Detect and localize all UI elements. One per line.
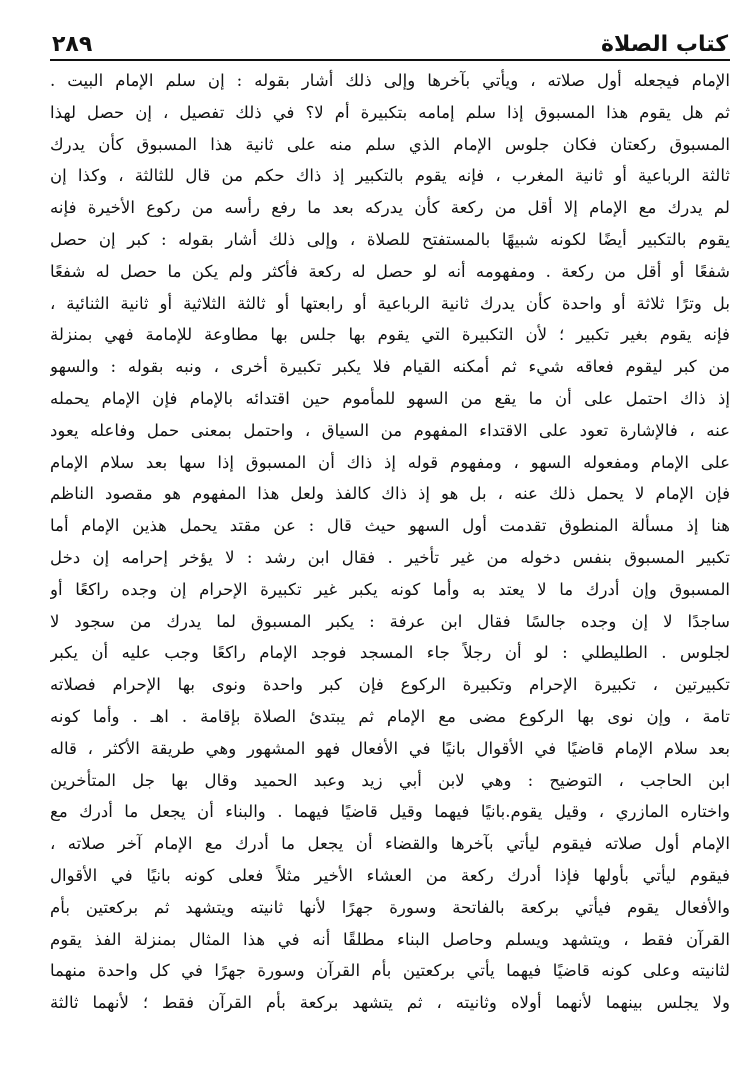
text-line: واختاره المازري ، وقيل يقوم.بانيًا فيهما وقيل قاضيًا فيهما . والبناء أن يجعل ما أدرك مع [50, 802, 730, 822]
text-line: تكبيرتين ، تكبيرة الإحرام وتكبيرة الركوع فإن كبر واحدة ونوى بها الإحرام فصلاته [50, 675, 730, 695]
text-line: ساجدًا لا إن وجده جالسًا فقال ابن عرفة : يكبر المسبوق لما يدرك من سجود لا [50, 611, 730, 631]
text-line: الإمام فيجعله أول صلاته ، ويأتي بآخرها وإلى ذلك أشار بقوله : إن سلم الإمام البيت . [50, 71, 730, 90]
text-line: شفعًا أو أقل من ركعة . ومفهومه أنه لو حصل له ركعة فأكثر ولم يكن ما حصل له شفعًا [50, 261, 730, 281]
text-line: ابن الحاجب ، التوضيح : وهي لابن أبي زيد وعبد الحميد وقال بها جل المتأخرين [50, 770, 730, 790]
text-line: فإنه يقوم بغير تكبير ؛ لأن التكبيرة التي يقوم بها جلس بها مطاوعة للإمامة فهي بمنزلة [50, 325, 730, 345]
page-body [50, 65, 730, 1019]
text-line: لجلوس . الطليطلي : لو أن رجلاً جاء المسجد فوجد الإمام راكعًا وجب عليه أن يكبر [50, 643, 730, 663]
text-line: لثانيته وعلى كونه قاضيًا فيهما يأتي بركعتين بأم القرآن وسورة جهرًا في كل واحدة منهما [50, 961, 730, 981]
text-line: والأفعال يقوم فيأتي بركعة بالفاتحة وسورة جهرًا لأنها ثانيته ويتشهد ثم بركعتين بأم [50, 897, 730, 917]
text-line: ثالثة الرباعية أو ثانية المغرب ، فإنه يقوم بالتكبير إذ ذاك حكم من قال للثالثة ، وكذا إن [50, 166, 730, 186]
text-line: القرآن فقط ، ويتشهد ويسلم وحاصل البناء مطلقًا أنه في هذا المثال بمنزلة الفذ يقوم [50, 929, 730, 949]
text-line: ثم هل يقوم هذا المسبوق إذا سلم إمامه بتكبيرة أم لا؟ في ذلك تفصيل ، إن حصل لهذا [50, 102, 730, 122]
text-line: من كبر ليقوم فعاقه شيء ثم أمكنه القيام فلا يكبر تكبيرة أخرى ، ونبه بقوله : والسهو [50, 357, 730, 377]
text-line: تامة ، وإن نوى بها الركوع مضى مع الإمام ثم يبتدئ الصلاة بإقامة . اهـ . وأما كونه [50, 706, 730, 726]
text-line: تكبير المسبوق بنفس دخوله من غير تأخير . فقال ابن رشد : لا يؤخر إحرامه إن دخل [50, 547, 730, 567]
text-line: المسبوق ركعتان فكان جلوس الإمام الذي سلم منه على ثانية هذا المسبوق كأن يدرك [50, 134, 730, 154]
book-page [50, 22, 730, 1062]
text-line: على الإمام ومفعوله السهو ، ومفهوم قوله إذ ذاك أن المسبوق إذا سها بعد سلام الإمام [50, 452, 730, 472]
text-line: فإن الإمام لا يحمل ذلك عنه ، بل هو إذ ذاك كالفذ ولعل هذا المفهوم هو مقصود الناظم [50, 484, 730, 504]
text-line: الإمام أول صلاته فيقوم ليأتي بآخرها والقضاء أن يجعل ما أدرك مع الإمام آخر صلاته ، [50, 834, 730, 854]
page-header [50, 22, 730, 61]
chapter-title: كتاب الصلاة [601, 32, 728, 57]
text-line: ولا يجلس بينهما لأنهما أولاه وثانيته ، ثم يتشهد بركعة بأم القرآن فقط ؛ لأنهما ثالثة [50, 993, 730, 1013]
text-line: بل وترًا ثلاثة أو واحدة كأن يدرك ثانية الرباعية أو رابعتها أو ثالثة الثلاثية أو ثانية الثنائية ، [50, 293, 730, 313]
page-number: ٢٨٩ [52, 32, 93, 57]
text-line: بعد سلام الإمام قاضيًا في الأقوال بانيًا في الأفعال فهو المشهور وهي طريقة الأكثر ، قاله [50, 738, 730, 758]
text-line: المسبوق وإن أدرك ما لا يعتد به وأما كونه يكبر غير تكبيرة الإحرام إن وجده راكعًا أو [50, 579, 730, 599]
text-line: عنه ، فالإشارة تعود على الاقتداء المفهوم من السياق ، واحتمل بمعنى حمل وفاعله يعود [50, 420, 730, 440]
text-line: يقوم بالتكبير أيضًا لكونه شبيهًا بالمستفتح للصلاة ، وإلى ذلك أشار بقوله : كبر إن حصل [50, 229, 730, 249]
text-line: فيقوم ليأتي بأولها فإذا أدرك ركعة من العشاء الأخير مثلاً فعلى كونه بانيًا في الأقوال [50, 865, 730, 885]
text-line: لم يدرك مع الإمام إلا أقل من ركعة كأن يدركه بعد ما رفع رأسه من ركوع الأخيرة فإنه [50, 198, 730, 218]
text-line: إذ ذاك احتمل على أن ما يقع من السهو للمأموم حين اقتدائه بالإمام فإن الإمام يحمله [50, 388, 730, 408]
text-line: هنا إذ مسألة المنطوق تقدمت أول السهو حيث قال : عن مقتد يحمل هذين الإمام أما [50, 516, 730, 536]
